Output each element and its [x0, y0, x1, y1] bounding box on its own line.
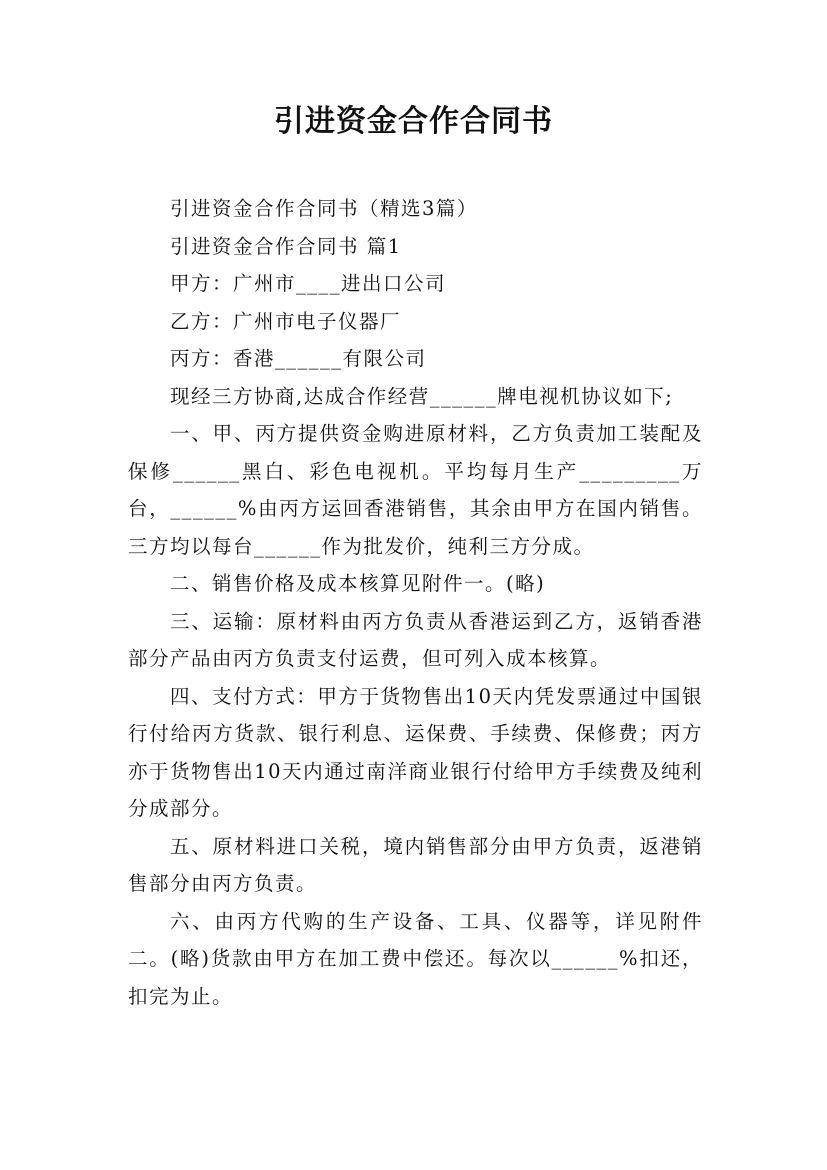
- paragraph-clause-3: 三、运输：原材料由丙方负责从香港运到乙方，返销香港部分产品由丙方负责支付运费，但可列入成本核算。: [128, 609, 703, 670]
- paragraph-party-a: 甲方：广州市____进出口公司: [170, 272, 447, 295]
- document-body: [128, 190, 703, 1015]
- document-title: 引进资金合作合同书: [274, 104, 553, 139]
- paragraph-clause-2: 二、销售价格及成本核算见附件一。(略): [170, 572, 546, 595]
- paragraph-clause-6: 六、由丙方代购的生产设备、工具、仪器等，详见附件二。(略)货款由甲方在加工费中偿还。每次以______%扣还，扣完为止。: [128, 909, 703, 1008]
- paragraph-party-b: 乙方：广州市电子仪器厂: [170, 309, 402, 333]
- paragraph-clause-1: 一、甲、丙方提供资金购进原材料，乙方负责加工装配及保修______黑白、彩色电视机。平均每月生产_________万台，______%由丙方运回香港销售，其余由甲方在国内销售。三方均以每台______作为批发价，纯利三方分成。: [128, 422, 703, 558]
- paragraph-heading: 引进资金合作合同书（精选3篇）: [170, 197, 478, 220]
- paragraph-clause-5: 五、原材料进口关税，境内销售部分由甲方负责，返港销售部分由丙方负责。: [128, 834, 703, 895]
- paragraph-agreement-intro: 现经三方协商,达成合作经营______牌电视机协议如下;: [170, 384, 674, 408]
- paragraph-section-title: 引进资金合作合同书 篇1: [170, 234, 402, 258]
- paragraph-clause-4: 四、支付方式：甲方于货物售出10天内凭发票通过中国银行付给丙方货款、银行利息、运保费、手续费、保修费；丙方亦于货物售出10天内通过南洋商业银行付给甲方手续费及纯利分成部分。: [128, 684, 703, 820]
- paragraph-party-c: 丙方：香港______有限公司: [170, 347, 427, 370]
